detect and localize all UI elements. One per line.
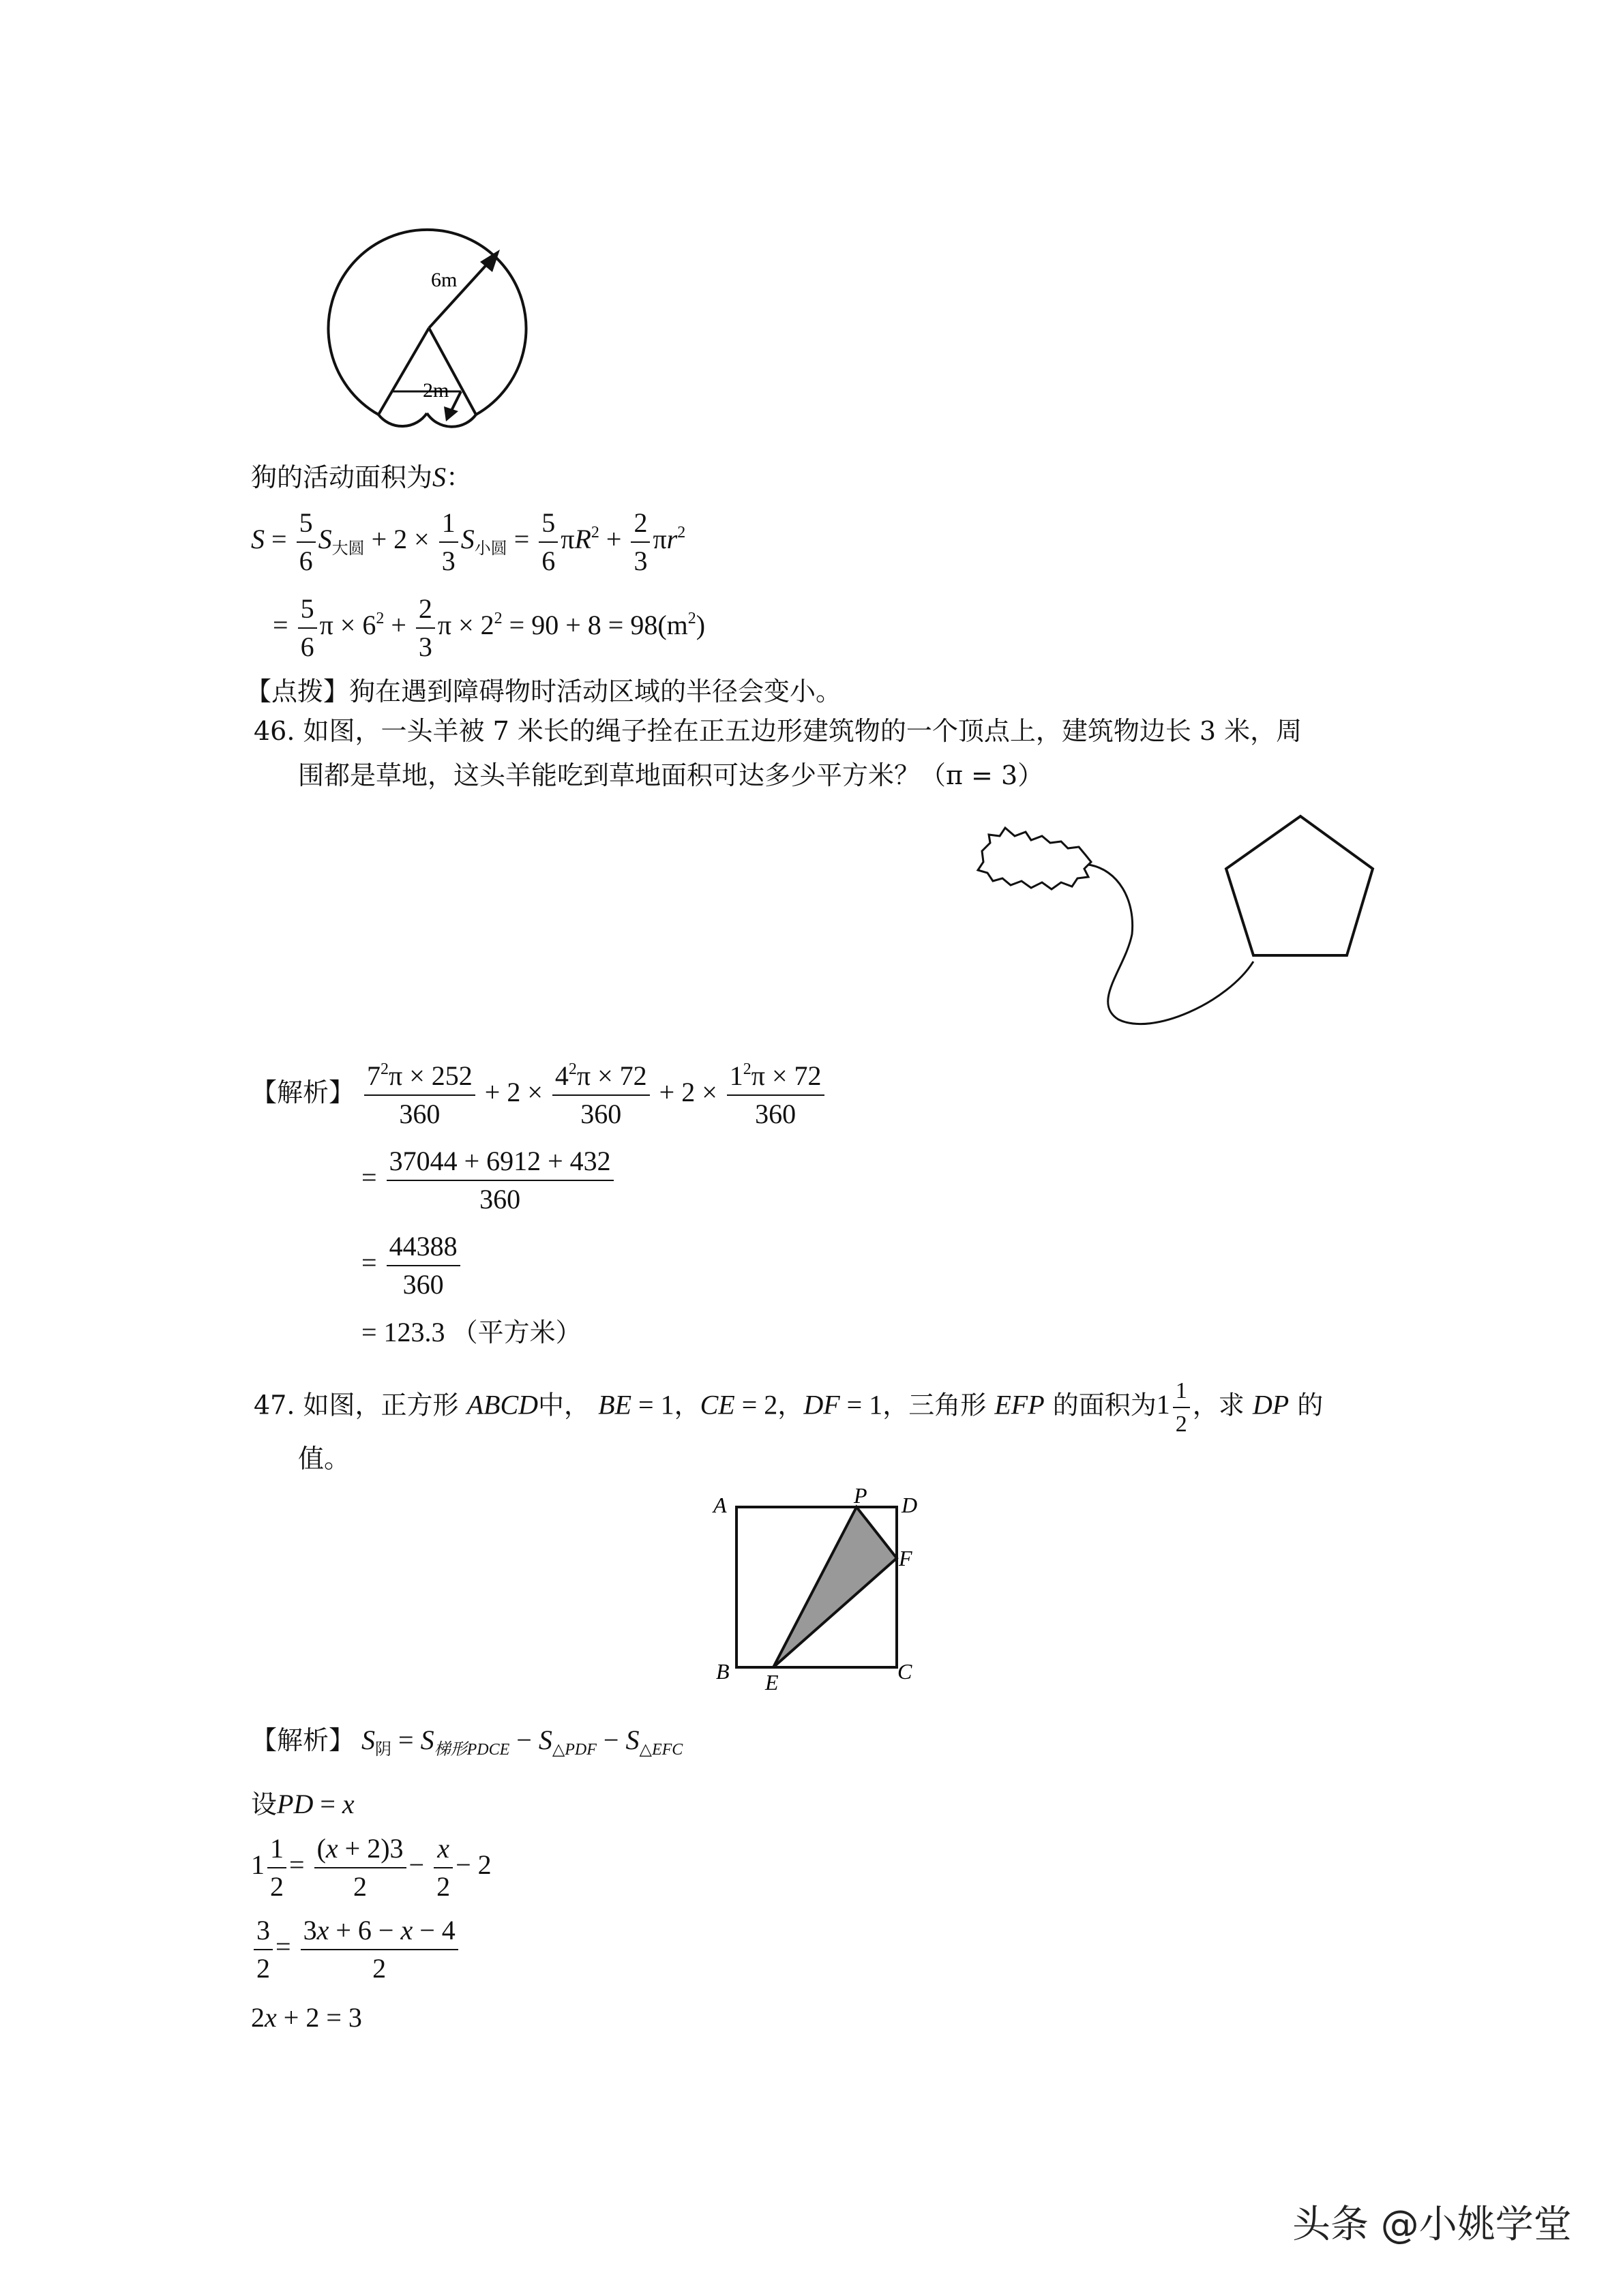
rope (1088, 865, 1253, 1024)
dog-formula-line1: S = $\frac{5}{6}$ $S_{大圆} + 2$ × $\frac{1}{3}$ $S_{小圆}$ = $\frac{5}{6}$ $\pi R^2$ + $\frac{2}{3}$ $\pi r^2$ (251, 507, 686, 576)
q47-solution-line4: $\frac{3}{2}$ = $\frac{3x + 6 - x - 4}{2}$ (251, 1915, 461, 1984)
q46-line2: 围都是草地，这头羊能吃到草地面积可达多少平方米？（π = 3） (298, 760, 1044, 790)
sheep-cloud (978, 828, 1091, 889)
q47-solution-line2: 设PD = x (251, 1789, 355, 1819)
q47-solution-line1: 【解析】 $S_阴 = S_{梯形PDCE} - S_{\triangle PDF} - S_{\triangle EFC}$ (251, 1725, 683, 1759)
point-B: B (716, 1659, 730, 1684)
dog-intro: 狗的活动面积为S： (251, 462, 473, 492)
q47-solution-line3: 1 $\frac{1}{2}$ = $\frac{(x + 2)3}{2}$ − $\frac{x}{2}$ − 2 (251, 1833, 492, 1902)
point-F: F (899, 1546, 912, 1570)
square-figure (702, 1473, 927, 1698)
point-E: E (765, 1670, 779, 1695)
point-C: C (897, 1659, 912, 1684)
point-D: D (902, 1493, 918, 1517)
label-6m: 6m (431, 269, 458, 291)
sheep-pentagon-figure (968, 805, 1378, 1037)
tip-text: 【点拨】狗在遇到障碍物时活动区域的半径会变小。 (245, 676, 842, 706)
watermark: 头条 @小姚学堂 (1292, 2203, 1572, 2247)
triangle-left (378, 328, 429, 415)
q47-line1: 47. 如图，正方形 ABCD中， BE = 1，CE = 2，DF = 1，三角形 EFP 的面积为1 $\frac{1}{2}$ ，求 DP 的 (254, 1378, 1324, 1437)
q46-solution-line1: 【解析】 $\frac{7^2\pi \times 252}{360}$ + 2 × $\frac{4^2\pi \times 72}{360}$ + 2 × $\frac{1^2\pi \times 72}{360}$ (251, 1060, 827, 1130)
label-2m: 2m (423, 379, 449, 402)
point-P: P (854, 1483, 867, 1508)
point-A: A (713, 1493, 727, 1517)
q46-solution-line3: = $\frac{44388}{360}$ (361, 1231, 463, 1300)
q46-solution-line2: = $\frac{37044 + 6912 + 432}{360}$ (361, 1146, 616, 1215)
pentagon-building (1226, 816, 1373, 955)
dog-formula-line2: = $\frac{5}{6}$ $\pi \times 6^2$ + $\frac{2}{3}$ $\pi \times 2^2 = 90 + 8 = 98(m^2)$ (273, 593, 706, 662)
dog-circle-figure (314, 218, 539, 430)
q46-line1: 46. 如图，一头羊被 7 米长的绳子拴在正五边形建筑物的一个顶点上，建筑物边长 3 米，周 (254, 716, 1302, 746)
q47-solution-line5: 2x + 2 = 3 (251, 2002, 362, 2033)
q46-solution-line4: = 123.3 （平方米） (361, 1317, 582, 1347)
q47-line2: 值。 (298, 1444, 351, 1474)
small-arc-left (378, 413, 427, 426)
